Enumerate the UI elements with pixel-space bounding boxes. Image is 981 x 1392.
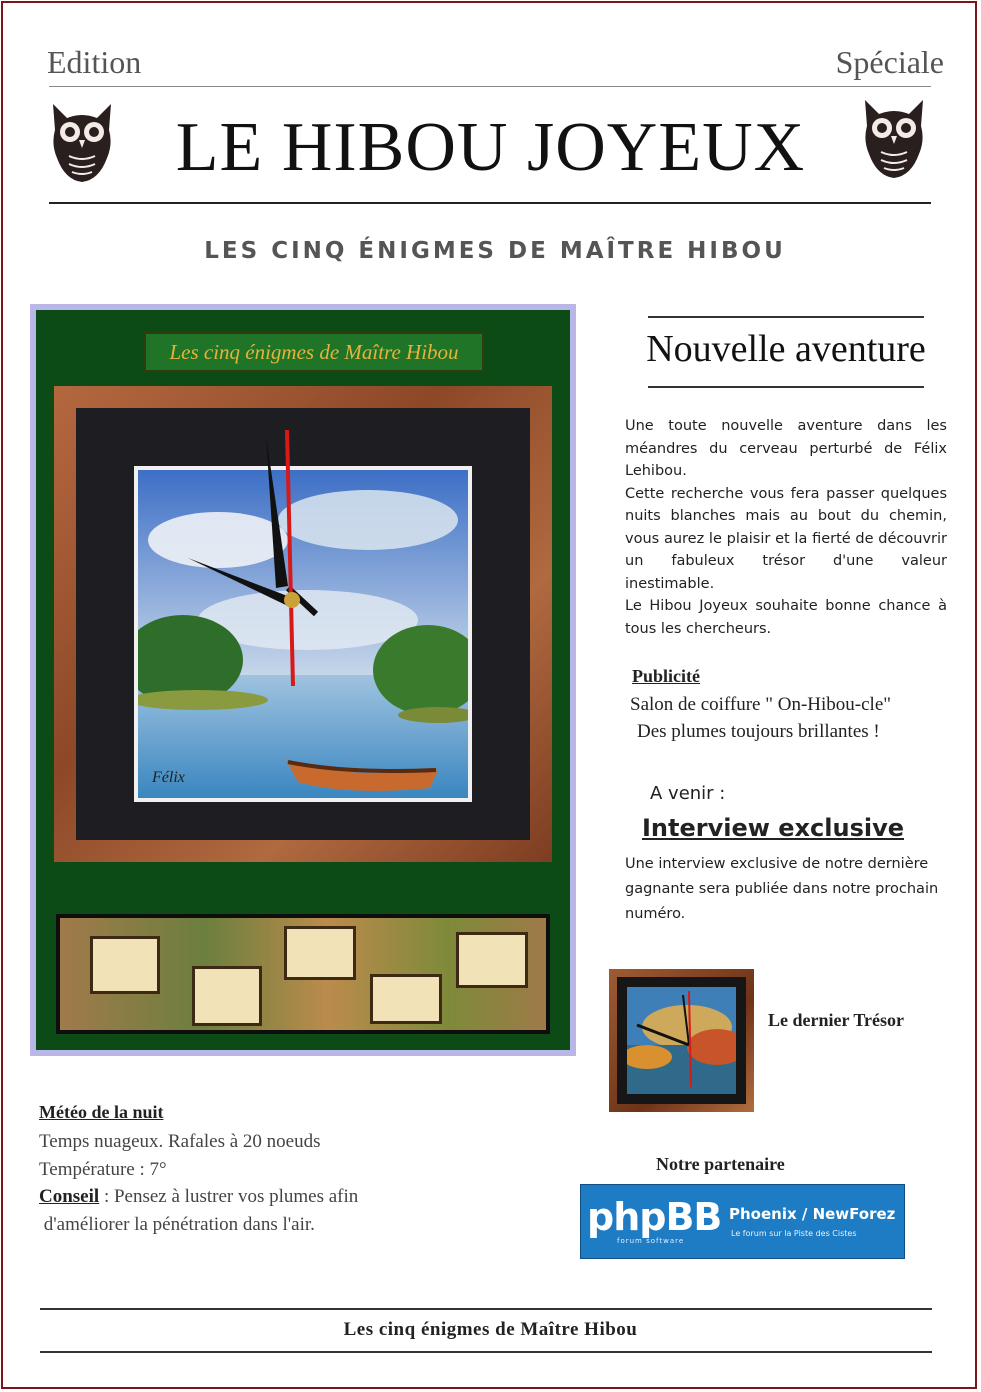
header-rule-top (49, 86, 931, 87)
interview-text: Une interview exclusive de notre dernière gagnante sera publiée dans notre prochain numéro. (625, 856, 939, 922)
treasure-painting (627, 987, 736, 1094)
clock-hands-icon (76, 408, 530, 840)
treasure-map-strip (56, 914, 550, 1034)
masthead-title: LE HIBOU JOYEUX (175, 109, 806, 186)
footer-rule-bottom (40, 1351, 932, 1353)
enigma-card (284, 926, 356, 980)
partner-heading: Notre partenaire (656, 1154, 785, 1174)
article-paragraph: Le Hibou Joyeux souhaite bonne chance à tous les chercheurs. (625, 598, 947, 637)
masthead-rule (49, 202, 931, 204)
meteo-line: d'améliorer la pénétration dans l'air. (39, 1213, 315, 1235)
article-rule-bottom (648, 386, 924, 388)
meteo-line: Temps nuageux. Rafales à 20 noeuds (39, 1131, 321, 1152)
enigma-card (370, 974, 442, 1024)
meteo-heading: Météo de la nuit (39, 1102, 164, 1122)
interview-heading: Interview exclusive (642, 814, 905, 842)
conseil-label: Conseil (39, 1186, 100, 1207)
edition-label: Edition (47, 44, 142, 80)
phpbb-logo-sub: forum software (617, 1237, 685, 1245)
publicite-line: Salon de coiffure " On-Hibou-cle" (630, 694, 892, 715)
poster-banner: Les cinq énigmes de Maître Hibou (144, 332, 484, 372)
painting-signature: Félix (152, 769, 185, 786)
last-treasure-image (609, 969, 754, 1112)
footer-rule-top (40, 1308, 932, 1310)
footer-title: Les cinq énigmes de Maître Hibou (343, 1319, 638, 1340)
treasure-caption: Le dernier Trésor (768, 1010, 904, 1030)
wooden-frame (54, 386, 552, 862)
speciale-label: Spéciale (835, 44, 944, 80)
article-body (625, 415, 947, 640)
meteo-line: Température : 7° (39, 1158, 167, 1180)
phpbb-logo: phpBB (587, 1195, 722, 1239)
article-rule-top (648, 316, 924, 318)
article-paragraph: Une toute nouvelle aventure dans les méandres du cerveau perturbé de Félix Lehibou. (625, 418, 947, 479)
conseil-text: : Pensez à lustrer vos plumes afin (99, 1186, 359, 1207)
page-subtitle: LES CINQ ÉNIGMES DE MAÎTRE HIBOU (204, 238, 786, 264)
partner-banner-link[interactable] (580, 1184, 905, 1259)
meteo-body (39, 1128, 358, 1238)
publicite-line: Des plumes toujours brillantes ! (637, 721, 880, 742)
enigma-card (456, 932, 528, 988)
article-heading: Nouvelle aventure (646, 328, 926, 370)
article-paragraph: Cette recherche vous fera passer quelques nuits blanches mais au bout du chemin, vous aurez le plaisir et la fierté de découvrir un fabuleux trésor d'une valeur inestimable. (625, 485, 947, 592)
publicite-heading: Publicité (632, 666, 700, 686)
enigma-card (192, 966, 262, 1026)
partner-tagline: Le forum sur la Piste des Cistes (731, 1229, 857, 1238)
meteo-conseil (39, 1183, 358, 1211)
partner-title: Phoenix / NewForez (729, 1205, 896, 1223)
enigma-card (90, 936, 160, 994)
clock-poster-image (30, 304, 576, 1056)
avenir-label: A venir : (650, 783, 726, 804)
